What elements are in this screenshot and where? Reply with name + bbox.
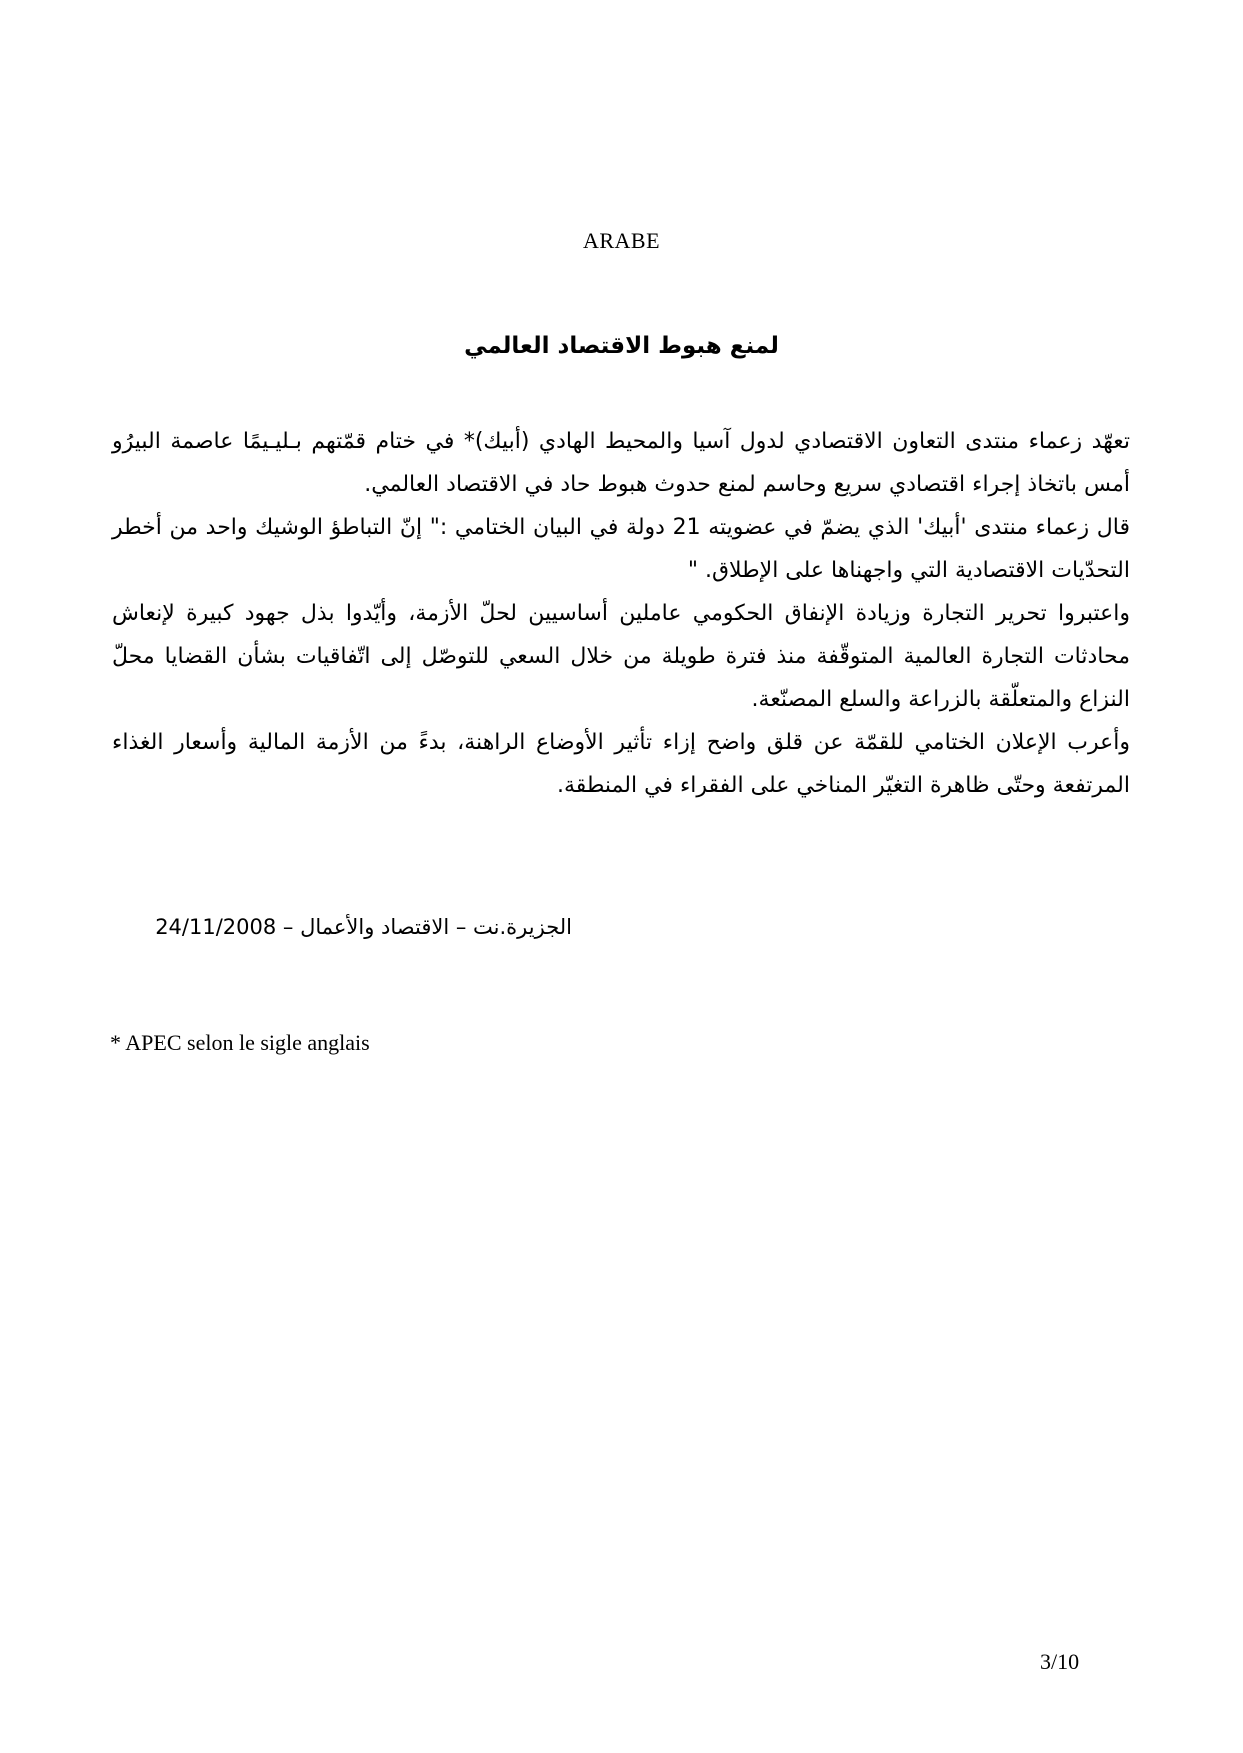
footnote: * APEC selon le sigle anglais bbox=[110, 1030, 370, 1055]
article-body bbox=[112, 420, 1130, 807]
page-number: 3/10 bbox=[1040, 1649, 1080, 1674]
paragraph: واعتبروا تحرير التجارة وزيادة الإنفاق الحكومي عاملين أساسيين لحلّ الأزمة، وأيّدوا بذل جهود كبيرة لإنعاش محادثات التجارة العالمية المتوقّفة منذ فترة طويلة من خلال السعي للتوصّل إلى اتّفاقيات بشأن القضايا محلّ النزاع والمتعلّقة بالزراعة والسلع المصنّعة. bbox=[112, 601, 1130, 712]
paragraph: تعهّد زعماء منتدى التعاون الاقتصادي لدول آسيا والمحيط الهادي (أبيك)* في ختام قمّتهم بـليـيمًا عاصمة البيرُو أمس باتخاذ إجراء اقتصادي سريع وحاسم لمنع حدوث هبوط حاد في الاقتصاد العالمي. bbox=[112, 429, 1130, 497]
paragraph: قال زعماء منتدى 'أبيك' الذي يضمّ في عضويته 21 دولة في البيان الختامي :" إنّ التباطؤ الوشيك واحد من أخطر التحدّيات الاقتصادية التي واجهناها على الإطلاق. " bbox=[112, 515, 1130, 583]
article-title: لمنع هبوط الاقتصاد العالمي bbox=[464, 333, 779, 359]
language-label: ARABE bbox=[582, 228, 661, 253]
source-line: الجزيرة.نت – الاقتصاد والأعمال – 24/11/2008 bbox=[155, 915, 572, 939]
paragraph: وأعرب الإعلان الختامي للقمّة عن قلق واضح إزاء تأثير الأوضاع الراهنة، بدءً من الأزمة المالية وأسعار الغذاء المرتفعة وحتّى ظاهرة التغيّر المناخي على الفقراء في المنطقة. bbox=[112, 730, 1130, 798]
